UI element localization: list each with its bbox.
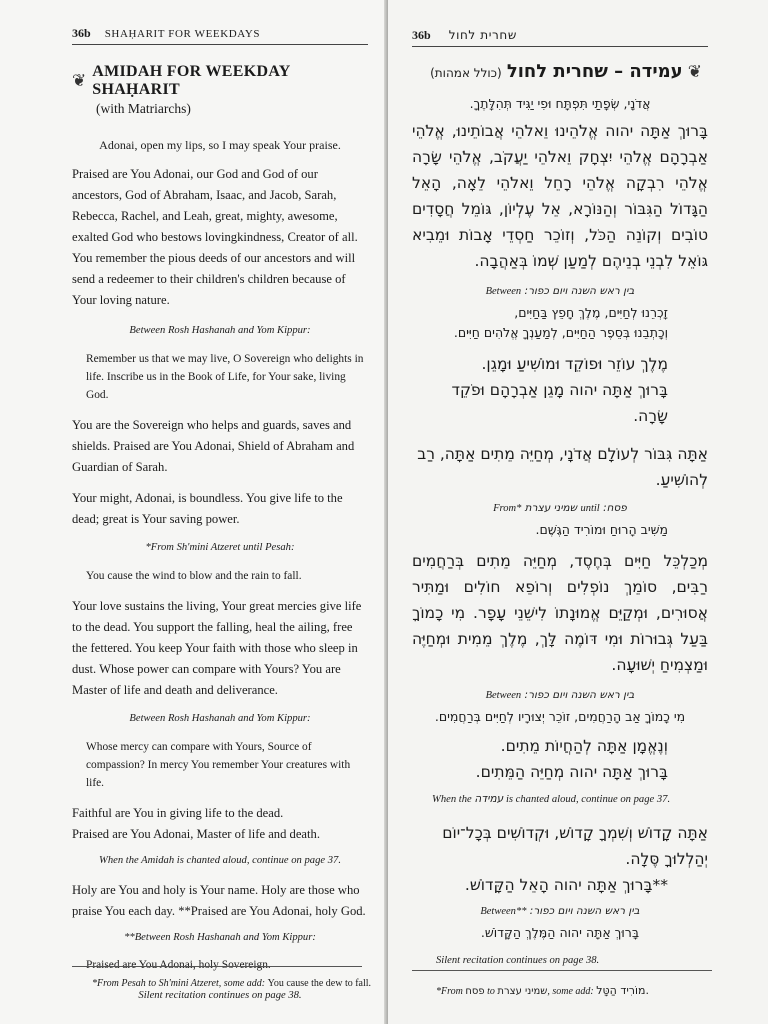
hebrew-rubric-rh-2 xyxy=(412,688,708,703)
hebrew-rubric-shmini-en2: until xyxy=(580,503,600,514)
hebrew-rubric-rh-2-en: Between xyxy=(485,690,522,701)
hebrew-gevurot: אַתָּה גִּבּוֹר לְעוֹלָם אֲדֹנָי, מְחַיֵּה מֵתִים אַתָּה, רַב לְהוֹשִׁיעַ. xyxy=(417,445,708,489)
hebrew-rubric-rh-1-he: בין ראש השנה ויום כפור: xyxy=(524,285,635,297)
leaf-ornament-icon-right: ❦ xyxy=(687,62,702,82)
rubric-aloud-b: is chanted aloud, continue on page 37. xyxy=(505,794,671,805)
hebrew-rubric-silent: Silent recitation continues on page 38. xyxy=(436,955,600,966)
right-running-title: שחרית לחול xyxy=(448,28,517,42)
right-footnote-he2: שמיני עצרת xyxy=(497,986,548,997)
left-footnote-rule xyxy=(72,966,362,967)
right-running-header xyxy=(412,28,708,43)
left-footnote-label: *From Pesah to Sh'mini Atzeret, some add: xyxy=(92,978,266,989)
avot-paragraph: Praised are You Adonai, our God and God of our ancestors, God of Abraham, Isaac, and Jacob, Sarah, Rebecca, Rachel, and Leah, great, mighty, awesome, exalted God who bestows lovingkindness, Creator of all. You remember the pious deeds of our ancestors and will send a redeemer to their children's children because of Your loving nature. xyxy=(72,167,358,307)
hebrew-baruch-mechayeh: בָּרוּךְ אַתָּה יהוה מְחַיֵּה הַמֵּתִים. xyxy=(475,763,668,781)
section-subtitle: (with Matriarchs) xyxy=(96,101,191,116)
master-of-life-line: Praised are You Adonai, Master of life and death. xyxy=(72,826,320,841)
right-footnote-en1: *From xyxy=(436,986,463,997)
hebrew-zochreinu-2: וְכָתְבֵנוּ בְּסֵפֶר הַחַיִּים, לְמַעַנְךָ אֱלֹהִים חַיִּים. xyxy=(453,325,668,340)
hebrew-open-lips: אֲדֹנָי, שְׂפָתַי תִּפְתָּח וּפִי יַגִּיד תְּהִלָּתֶךָ. xyxy=(469,96,651,111)
right-footnote-en3: , some add: xyxy=(547,986,594,997)
rubric-aloud-a: When the xyxy=(432,794,472,805)
hebrew-wind: מַשִּׁיב הָרוּחַ וּמוֹרִיד הַגֶּשֶׁם. xyxy=(535,522,668,537)
hebrew-avot: בָּרוּךְ אַתָּה יהוה אֱלֹהֵינוּ וֵאלֹהֵי אֲבוֹתֵינוּ, אֱלֹהֵי אַבְרָהָם אֱלֹהֵי יִצְחָק וֵאלֹהֵי יַעֲקֹב, אֱלֹהֵי שָׂרָה אֱלֹהֵי רִבְקָה אֱלֹהֵי רָחֵל וֵאלֹהֵי לֵאָה, הָאֵל הַגָּדוֹל הַגִּבּוֹר וְהַנּוֹרָא, אֵל עֶלְיוֹן, גּוֹמֵל חֲסָדִים טוֹבִים וְקוֹנֵה הַכֹּל, וְזוֹכֵר חַסְדֵי אָבוֹת וּמֵבִיא גּוֹאֵל לִבְנֵי בְנֵיהֶם לְמַעַן שְׁמוֹ בְּאַהֲבָה. xyxy=(412,122,708,270)
section-title: AMIDAH FOR WEEKDAY SHAḤARIT xyxy=(92,63,290,98)
right-footnote xyxy=(436,984,736,997)
open-lips-line: Adonai, open my lips, so I may speak Your praise. xyxy=(99,138,341,152)
left-content xyxy=(72,26,368,1015)
right-footnote-he3: מוֹרִיד הַטָּל. xyxy=(596,984,649,997)
rubric-chanted-aloud: When the Amidah is chanted aloud, continue on page 37. xyxy=(99,854,341,866)
hebrew-rubric-shmini-he2: פסח: xyxy=(603,502,627,514)
right-footnote-rule xyxy=(412,970,712,971)
left-page-number: 36b xyxy=(72,26,91,40)
love-sustains-paragraph: Your love sustains the living, Your great mercies give life to the dead. You support the falling, heal the ailing, free the fettered. You keep Your faith with those who sleep in dust. Whose power can compare with Yours? You are Master of life and death and deliverance. xyxy=(72,598,362,697)
left-footnote xyxy=(92,978,382,989)
leaf-ornament-icon: ❦ xyxy=(72,71,87,90)
rubric-rosh-hashanah-3: **Between Rosh Hashanah and Yom Kippur: xyxy=(124,931,316,943)
zochreinu-paragraph: Remember us that we may live, O Sovereign who delights in life. Inscribe us in the Book of Life, for Your sake, living God. xyxy=(86,352,364,401)
left-running-header xyxy=(72,26,368,41)
right-footnote-en2: to xyxy=(487,986,495,997)
left-heading xyxy=(72,63,368,99)
left-footnote-text: You cause the dew to fall. xyxy=(267,978,372,989)
hebrew-rubric-shmini-he: שמיני עצרת xyxy=(524,502,578,514)
hebrew-zochreinu-1: זָכְרֵנוּ לְחַיִּים, מֶלֶךְ חָפֵץ בַּחַיִּים, xyxy=(514,305,668,320)
hebrew-baruch-magen: בָּרוּךְ אַתָּה יהוה מָגֵן אַבְרָהָם וּפֹקֵד שָׂרָה. xyxy=(451,381,668,425)
hebrew-section-title: עמידה – שחרית לחול xyxy=(506,61,683,82)
holy-paragraph: Holy are You and holy is Your name. Holy are those who praise You each day. **Praised are You Adonai, holy God. xyxy=(72,882,366,918)
hebrew-rubric-rh-3-he: בין ראש השנה ויום כפור: xyxy=(529,905,640,917)
mercy-paragraph: Whose mercy can compare with Yours, Source of compassion? In mercy You remember Your creatures with life. xyxy=(86,740,351,789)
left-header-rule xyxy=(72,44,368,45)
hebrew-melech: מֶלֶךְ עוֹזֵר וּפוֹקֵד וּמוֹשִׁיעַ וּמָגֵן. xyxy=(481,355,668,373)
rubric-aloud-he: עמידה xyxy=(474,793,504,805)
rubric-silent-recitation: Silent recitation continues on page 38. xyxy=(138,990,302,1002)
right-header-rule xyxy=(412,46,708,47)
hebrew-rubric-rh-2-he: בין ראש השנה ויום כפור: xyxy=(524,689,635,701)
hebrew-kadosh: אַתָּה קָדוֹשׁ וְשִׁמְךָ קָדוֹשׁ, וּקְדוֹשִׁים בְּכָל־יוֹם יְהַלְלוּךָ סֶּלָה. xyxy=(442,824,708,868)
hebrew-rubric-rh-1 xyxy=(412,284,708,299)
rubric-rosh-hashanah-2: Between Rosh Hashanah and Yom Kippur: xyxy=(129,712,311,724)
hebrew-love-sustains: מְכַלְכֵּל חַיִּים בְּחֶסֶד, מְחַיֵּה מֵתִים בְּרַחֲמִים רַבִּים, סוֹמֵךְ נוֹפְלִים וְרוֹפֵא חוֹלִים וּמַתִּיר אֲסוּרִים, וּמְקַיֵּם אֱמוּנָתוֹ לִישֵׁנֵי עָפָר. מִי כָמוֹךָ בַּעַל גְּבוּרוֹת וּמִי דּוֹמֶה לָּךְ, מֶלֶךְ מֵמִית וּמְחַיֶּה וּמַצְמִיחַ יְשׁוּעָה. xyxy=(412,552,708,674)
hebrew-rubric-rh-1-en: Between xyxy=(485,286,522,297)
rubric-rosh-hashanah-1: Between Rosh Hashanah and Yom Kippur: xyxy=(129,325,311,336)
hebrew-rubric-shmini xyxy=(412,501,708,516)
hebrew-mi-chamocha: מִי כָמוֹךָ אַב הָרַחֲמִים, זוֹכֵר יְצוּרָיו לְחַיִּים בְּרַחֲמִים. xyxy=(434,709,686,724)
hebrew-section-subtitle: (כולל אמהות) xyxy=(430,66,502,80)
right-page xyxy=(388,0,768,1024)
melech-paragraph: You are the Sovereign who helps and guards, saves and shields. Praised are You Adonai, Shield of Abraham and Guardian of Sarah. xyxy=(72,417,355,474)
right-footnote-he1: פסח xyxy=(465,986,485,997)
gevurot-paragraph: Your might, Adonai, is boundless. You give life to the dead; great is Your saving power. xyxy=(72,490,343,526)
rubric-shmini-atzeret: *From Sh'mini Atzeret until Pesah: xyxy=(145,541,295,553)
hebrew-baruch-hael: **בָּרוּךְ אַתָּה יהוה הָאֵל הַקָּדוֹשׁ. xyxy=(464,876,668,894)
hebrew-rubric-rh-3-en: **Between xyxy=(480,906,527,917)
hebrew-baruch-hamelech: בָּרוּךְ אַתָּה יהוה הַמֶּלֶךְ הַקָּדוֹשׁ. xyxy=(480,925,640,940)
hebrew-rubric-shmini-en1: *From xyxy=(493,503,522,514)
wind-line: You cause the wind to blow and the rain to fall. xyxy=(86,569,302,582)
hebrew-neeman: וְנֶאֱמָן אַתָּה לְהַחֲיוֹת מֵתִים. xyxy=(500,737,668,755)
hebrew-rubric-chanted-aloud xyxy=(412,791,708,808)
right-page-number: 36b xyxy=(412,28,431,42)
hebrew-rubric-rh-3 xyxy=(412,904,708,919)
right-content xyxy=(412,28,708,969)
faithful-line: Faithful are You in giving life to the dead. xyxy=(72,805,284,820)
left-running-title: SHAḤARIT FOR WEEKDAYS xyxy=(104,28,261,40)
right-heading xyxy=(412,61,708,82)
